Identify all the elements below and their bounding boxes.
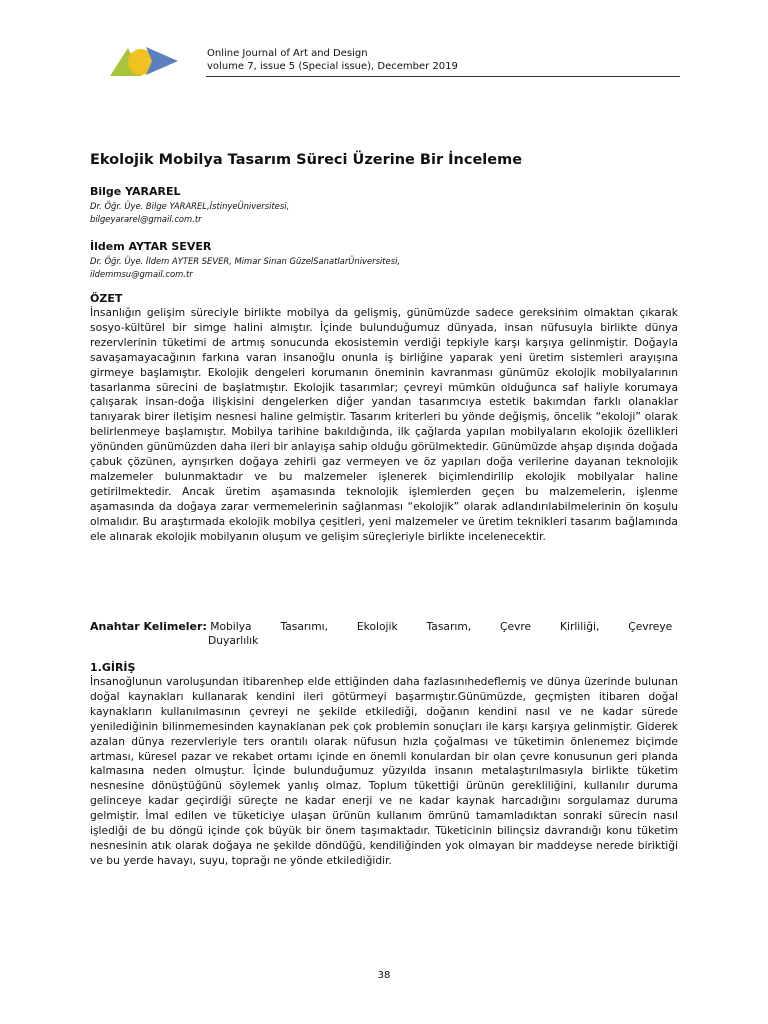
intro-heading: 1.GİRİŞ [90,661,136,674]
author-email: bilgeyararel@gmail.com.tr [90,213,202,224]
journal-name: Online Journal of Art and Design [207,48,368,59]
keywords-list-cont: Duyarlılık [208,634,259,647]
keywords-label: Anahtar Kelimeler: [90,620,207,633]
journal-header [207,47,458,73]
intro-text: İnsanoğlunun varoluşundan itibarenhep elde ettiğinden daha fazlasınıhedeflemiş ve dünya üzerinde bulunan doğal kaynakları kullanarak kendini ileri götürmeyi başarmıştır.Günümüzde, geçmişten itibaren doğal kaynakların kullanılmasının çevreyi ne şekilde etkilediği, doğanın kendini nasıl ve ne kadar sürede yenilediğinin bilinmemesinden kaynaklanan pek çok problemin sonuçları ile karşı karşıya gelinmiştir. Giderek azalan dünya rezervleriyle ters orantılı olarak nüfusun hızla çoğalması ve tüketimin önlenemez biçimde artması, küresel pazar ve rekabet ortamı içinde en önemli konulardan bir olan çevre konusunun geri planda kalmasına neden olmuştur. İçinde bulunduğumuz yüzyılda insanın metalaştırılmasıyla birlikte tüketim nesnesine dönüştüğünü söylemek yanlış olmaz. Toplum tükettiği ürünün gerekliliğini, kullanılır duruma gelinceye kadar geçirdiği süreçte ne kadar enerji ve ne kadar kaynak harcadığını sorgulamaz duruma gelmiştir. İmal edilen ve tüketiciye ulaşan ürünün kullanım ömrünü tamamladıktan sonraki sürecin nasıl işlediği de bu döngü içinde çok büyük bir önem taşımaktadır. Tüketicinin bilinçsiz davrandığı konu tüketim nesnesinin atık olarak doğaya ne şekilde döndüğü, kendiliğinden yok olmayan bir maddeyse nerede biriktiği ve bu yerde havayı, suyu, toprağı ne yönde etkilediğidir. [90,675,678,867]
author-name-2: İldem AYTAR SEVER [90,240,212,253]
issue-info: volume 7, issue 5 (Special issue), December 2019 [207,61,458,72]
header-divider [206,76,680,77]
author-affiliation-1 [90,200,289,225]
page-number: 38 [377,970,391,981]
journal-logo-icon [108,40,182,80]
affiliation-text: Dr. Öğr. Üye. İldem AYTER SEVER, Mimar Sinan GüzelSanatlarÜniversitesi, [90,256,401,266]
author-email: ildemmsu@gmail.com.tr [90,268,193,279]
article-title: Ekolojik Mobilya Tasarım Süreci Üzerine Bir İnceleme [90,152,523,168]
abstract-text: İnsanlığın gelişim süreciyle birlikte mobilya da gelişmiş, günümüzde sadece gereksinim olmaktan çıkarak sosyo-kültürel bir simge halini almıştır. İçinde bulunduğumuz dünyada, insan nüfusuyla birlikte dünya rezervlerinin tüketimi de artmış sonucunda ekosistemin verdiği tepkiyle karşı karşıya gelinmiştir. Doğayla savaşamayacağının farkına varan insanoğlu onunla iş birliğine yaparak yeni üretim sistemleri arayışına girmeye başlamıştır. Ekolojik dengeleri korumanın öneminin kavranması günümüz ekolojik mobilyalarının tasarlanma sürecini de başlatmıştır. Ekolojik tasarımlar; çevreyi mümkün olduğunca saf haliyle korumaya çalışarak insan-doğa ilişkisini dengelerken diğer yandan tasarımcıya estetik bakımdan farklı olanaklar tanıyarak birer iletişim nesnesi haline gelmiştir. Tasarım kriterleri bu yönde değişmiş, öncelik “ekoloji” olarak belirlenmeye başlamıştır. Mobilya tarihine bakıldığında, ilk çağlarda yapılan mobilyaların ekolojik özellikleri yönünden günümüzden daha ileri bir anlayışa sahip olduğu görülmektedir. Günümüzde ahşap dışında doğada çabuk çözünen, ayrışırken doğaya zehirli gaz vermeyen ve öz yapıları doğa verilerine dayanan teknolojik malzemeler bulunmaktadır ve bu malzemeler işlenerek biçimlendirilip ekolojik mobilyalar haline getirilmektedir. Ancak üretim aşamasında teknolojik işlemlerden geçen bu malzemelerin, işlenme aşamasında da doğaya zarar vermemelerinin sağlanması “ekolojik” olarak adlandırılabilmelerinin ön koşulu olmalıdır. Bu araştırmada ekolojik mobilya çeşitleri, yeni malzemeler ve üretim teknikleri tasarım bağlamında ele alınarak ekolojik mobilyanın oluşum ve gelişim süreçleriyle birlikte incelenecektir. [90,306,678,543]
author-affiliation-2 [90,255,400,280]
author-name-1: Bilge YARAREL [90,185,181,198]
keywords [90,620,678,648]
abstract-heading: ÖZET [90,292,123,305]
affiliation-text: Dr. Öğr. Üye. Bilge YARAREL,İstinyeÜniversitesi, [90,201,290,211]
keywords-list: Mobilya Tasarımı, Ekolojik Tasarım, Çevre Kirliliği, Çevreye [210,620,673,633]
